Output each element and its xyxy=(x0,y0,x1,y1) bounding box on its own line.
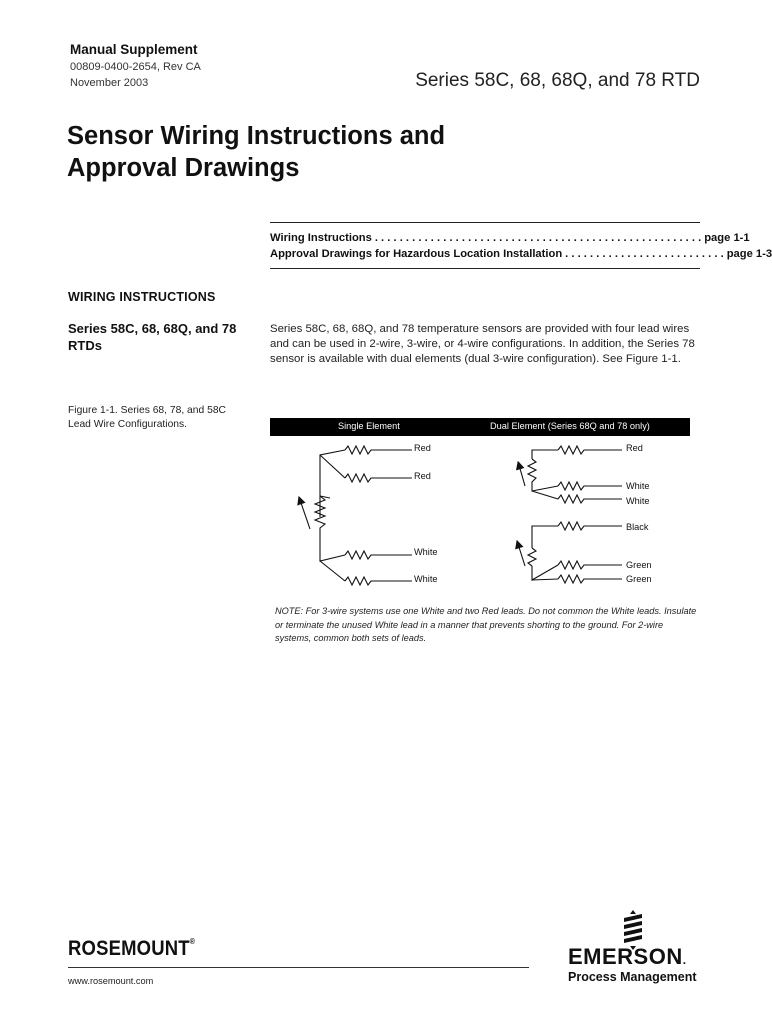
manual-supplement-label: Manual Supplement xyxy=(70,42,198,57)
single-element-header: Single Element xyxy=(338,421,400,431)
footer-url[interactable]: www.rosemount.com xyxy=(68,976,154,986)
resistor-dual-green-2 xyxy=(558,575,622,583)
single-element-circuit xyxy=(300,446,412,585)
footer-rule xyxy=(68,967,529,968)
table-of-contents xyxy=(270,222,772,269)
dual-lead-label-white-1: White xyxy=(626,481,650,491)
dual-element-circuit xyxy=(518,446,622,583)
resistor-dual-white-2 xyxy=(558,495,622,503)
lead-wire-diagram xyxy=(270,436,700,596)
dual-rtd-element-1 xyxy=(528,459,536,486)
figure-header-bar xyxy=(270,418,690,436)
resistor-dual-white-1 xyxy=(558,482,622,490)
toc-entry-label: Wiring Instructions xyxy=(270,232,372,244)
toc-entry-wiring[interactable] xyxy=(270,230,750,246)
dual-lead-label-green-1: Green xyxy=(626,560,652,570)
resistor-dual-red xyxy=(558,446,622,454)
wiring-note: NOTE: For 3-wire systems use one White and two Red leads. Do not common the White leads. Insulate or terminate the unused White lead in a manner that prevents shorting to the ground. For 2-wire systems, common both sets of leads. xyxy=(275,606,697,643)
single-rtd-element xyxy=(315,496,325,533)
figure-caption: Figure 1-1. Series 68, 78, and 58C Lead Wire Configurations. xyxy=(68,405,226,430)
dual-lead-label-red: Red xyxy=(626,443,643,453)
page-title xyxy=(67,120,627,184)
toc-entry-page: page 1-3 xyxy=(726,248,772,260)
resistor-red-2 xyxy=(345,474,412,482)
resistor-white-2 xyxy=(345,577,412,585)
title-line-1: Sensor Wiring Instructions and xyxy=(67,122,446,150)
resistor-white-1 xyxy=(345,551,412,559)
dual-lead-label-white-2: White xyxy=(626,496,650,506)
resistor-dual-black xyxy=(558,522,622,530)
rosemount-logo xyxy=(68,937,195,961)
emerson-wordmark xyxy=(568,944,687,970)
lead-label-white-1: White xyxy=(414,547,438,557)
lead-label-white-2: White xyxy=(414,574,438,584)
emerson-division: Process Management xyxy=(568,970,697,984)
resistor-red-1 xyxy=(345,446,412,454)
dual-element-header: Dual Element (Series 68Q and 78 only) xyxy=(490,421,650,431)
section-body: Series 58C, 68, 68Q, and 78 temperature sensors are provided with four lead wires and can be used in 2-wire, 3-wire, or 4-wire configurations. In addition, the Series 78 sensor is available with dual elements (dual 3-wire configuration). See Figure 1-1. xyxy=(270,323,695,365)
section-subheading: Series 58C, 68, 68Q, and 78 RTDs xyxy=(68,321,237,353)
section-heading: WIRING INSTRUCTIONS xyxy=(68,290,216,304)
document-number: 00809-0400-2654, Rev CA xyxy=(70,61,201,73)
emerson-name: EMERSON xyxy=(568,944,683,969)
dual-lead-label-green-2: Green xyxy=(626,574,652,584)
lead-label-red-2: Red xyxy=(414,471,431,481)
toc-entry-approval[interactable] xyxy=(270,246,772,262)
rosemount-wordmark: ROSEMOUNT xyxy=(68,937,190,960)
dual-rtd-element-2 xyxy=(528,548,536,566)
resistor-dual-green-1 xyxy=(558,561,622,569)
toc-entry-page: page 1-1 xyxy=(704,232,750,244)
toc-leader-dots: . . . . . . . . . . . . . . . . . . . . . . . . . . . . . . . . . . . . . . . . . . . . . . . . . . . . . xyxy=(374,232,702,244)
document-date: November 2003 xyxy=(70,77,149,89)
lead-label-red-1: Red xyxy=(414,443,431,453)
registered-mark: ® xyxy=(189,937,196,946)
toc-entry-label: Approval Drawings for Hazardous Location Installation xyxy=(270,248,563,260)
title-line-2: Approval Drawings xyxy=(67,154,300,182)
series-header: Series 58C, 68, 68Q, and 78 RTD xyxy=(415,70,700,91)
toc-leader-dots: . . . . . . . . . . . . . . . . . . . . . . . . . . xyxy=(565,248,724,260)
emerson-dot: . xyxy=(682,953,687,967)
dual-lead-label-black: Black xyxy=(626,522,649,532)
